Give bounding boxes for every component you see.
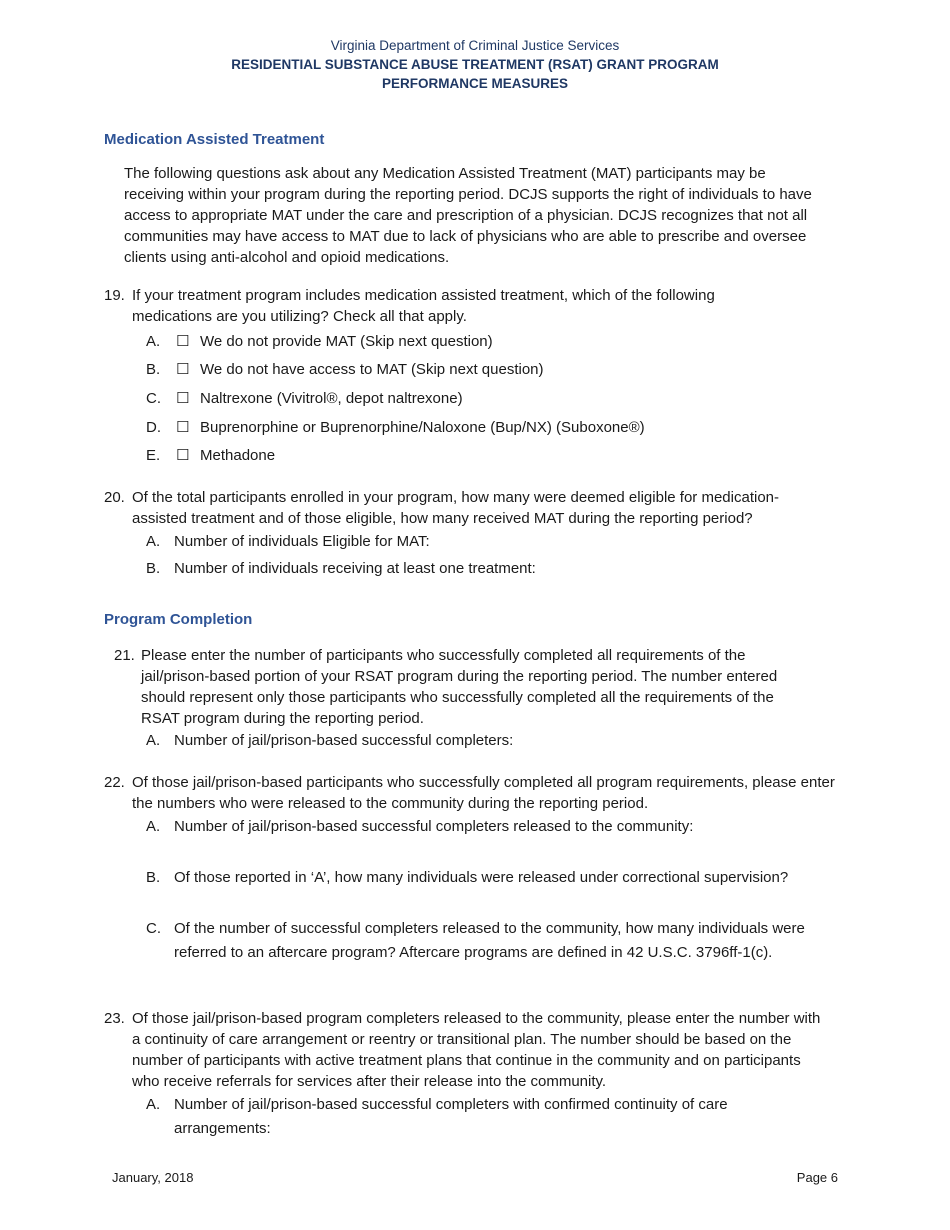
question-number: 19. <box>104 287 125 304</box>
section-title-mat: Medication Assisted Treatment <box>104 131 325 148</box>
question-text: Of those jail/prison-based program completers released to the community, please enter the number with a continuity of care arrangement or reentry or transitional plan. The number should be based on the number of participants with active treatment plans that continue in the community and on participants who receive referrals for services after their release into the community. <box>132 1010 821 1090</box>
header-subtitle: PERFORMANCE MEASURES <box>381 76 568 91</box>
item-text: Number of jail/prison-based successful completers released to the community: <box>174 818 694 835</box>
item-letter: C. <box>146 920 161 937</box>
option-label: We do not provide MAT (Skip next question) <box>200 333 493 350</box>
header-agency: Virginia Department of Criminal Justice Services <box>330 38 620 53</box>
option-letter: C. <box>146 390 161 407</box>
option-label: Methadone <box>200 447 276 464</box>
option-label: We do not have access to MAT (Skip next question) <box>200 361 544 378</box>
question-number: 22. <box>104 774 125 791</box>
checkbox-icon[interactable]: ☐ <box>176 333 190 350</box>
option-letter: D. <box>146 419 161 436</box>
checkbox-icon[interactable]: ☐ <box>176 447 190 464</box>
option-letter: E. <box>146 447 161 464</box>
question-text: Of the total participants enrolled in your program, how many were deemed eligible for medication-assisted treatment and of those eligible, how many received MAT during the reporting period? <box>132 489 779 527</box>
item-text: Number of individuals receiving at least one treatment: <box>174 560 536 577</box>
item-letter: A. <box>146 732 161 749</box>
checkbox-icon[interactable]: ☐ <box>176 361 190 378</box>
question-number: 23. <box>104 1010 125 1027</box>
option-letter: B. <box>146 361 161 378</box>
mat-intro-paragraph: The following questions ask about any Medication Assisted Treatment (MAT) participants may be receiving within your program during the reporting period. DCJS supports the right of individuals to have access to appropriate MAT under the care and prescription of a physician. DCJS recognizes that not all communities may have access to MAT due to lack of physicians who are able to prescribe and oversee clients using anti-alcohol and opioid medications. <box>124 165 812 266</box>
item-letter: A. <box>146 1096 161 1113</box>
question-number: 20. <box>104 489 125 506</box>
footer-date: January, 2018 <box>112 1170 194 1185</box>
item-letter: A. <box>146 533 161 550</box>
item-text: Of those reported in ‘A’, how many individuals were released under correctional supervision? <box>174 869 789 886</box>
section-title-completion: Program Completion <box>104 611 253 628</box>
item-letter: B. <box>146 560 161 577</box>
item-text: Number of jail/prison-based successful completers with confirmed continuity of care arrangements: <box>174 1096 728 1137</box>
question-text: Please enter the number of participants who successfully completed all requirements of the jail/prison-based portion of your RSAT program during the reporting period. The number entered should represent only those participants who successfully completed all the requirements of the RSAT program during the reporting period. <box>141 647 778 727</box>
checkbox-icon[interactable]: ☐ <box>176 419 190 436</box>
checkbox-icon[interactable]: ☐ <box>176 390 190 407</box>
item-text: Number of individuals Eligible for MAT: <box>174 533 430 550</box>
item-letter: A. <box>146 818 161 835</box>
footer-page-number: Page 6 <box>796 1170 838 1185</box>
header-program: RESIDENTIAL SUBSTANCE ABUSE TREATMENT (RSAT) GRANT PROGRAM <box>231 57 719 72</box>
question-number: 21. <box>114 647 135 664</box>
option-letter: A. <box>146 333 161 350</box>
option-label: Naltrexone (Vivitrol®, depot naltrexone) <box>200 390 463 407</box>
item-text: Of the number of successful completers released to the community, how many individuals were referred to an aftercare program? Aftercare programs are defined in 42 U.S.C. 3796ff-1(c). <box>174 920 805 961</box>
option-label: Buprenorphine or Buprenorphine/Naloxone (Bup/NX) (Suboxone®) <box>200 419 645 436</box>
item-letter: B. <box>146 869 161 886</box>
document-header <box>0 36 950 93</box>
question-text: If your treatment program includes medication assisted treatment, which of the following medications are you utilizing? Check all that apply. <box>132 287 715 325</box>
question-text: Of those jail/prison-based participants who successfully completed all program requirements, please enter the numbers who were released to the community during the reporting period. <box>132 774 835 812</box>
item-text: Number of jail/prison-based successful completers: <box>174 732 514 749</box>
